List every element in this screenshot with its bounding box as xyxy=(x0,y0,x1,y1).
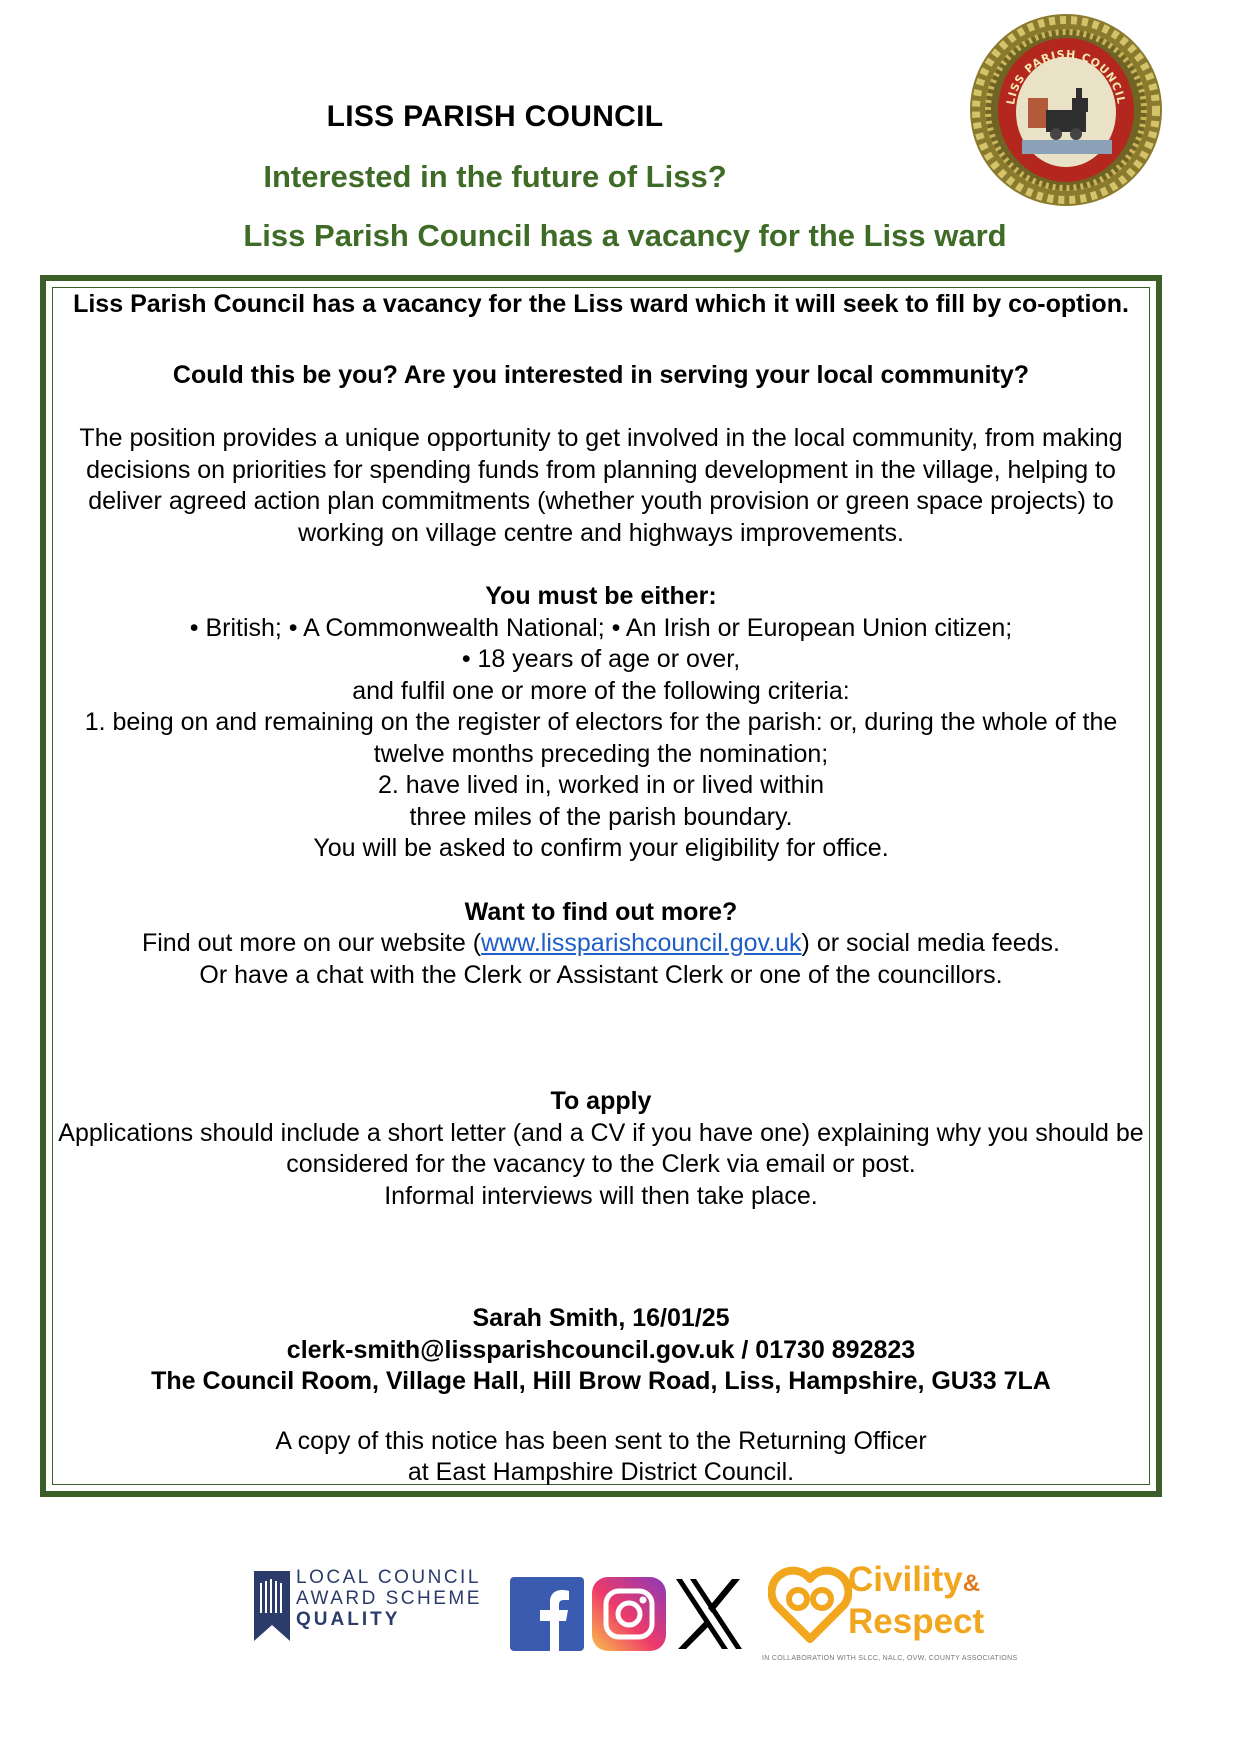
eligibility-line: and fulfil one or more of the following criteria: xyxy=(352,676,850,705)
instagram-icon[interactable] xyxy=(592,1577,666,1651)
copy-notice-line: at East Hampshire District Council. xyxy=(407,1458,795,1486)
find-out-more-heading: Want to find out more? xyxy=(464,897,738,926)
civility-word: Civility xyxy=(848,1560,963,1599)
facebook-icon[interactable] xyxy=(510,1577,584,1651)
notice-box xyxy=(40,275,1162,1497)
apply-text: Applications should include a short letter (and a CV if you have one) explaining why you should be considered for the vacancy to the Clerk via email or post. xyxy=(58,1118,1144,1178)
eligibility-line: 1. being on and remaining on the register of electors for the parish: or, during the whole of the twelve months preceding the nomination; xyxy=(84,708,1118,768)
eligibility-line: 2. have lived in, worked in or lived within xyxy=(377,771,825,799)
signoff-name-date: Sarah Smith, 16/01/25 xyxy=(472,1304,730,1332)
eligibility-line: • British; • A Commonwealth National; • An Irish or European Union citizen; xyxy=(189,613,1013,642)
heart-logo-icon xyxy=(768,1565,852,1643)
page-title: LISS PARISH COUNCIL xyxy=(326,100,664,133)
signoff-contact: clerk-smith@lissparishcouncil.gov.uk / 01730 892823 xyxy=(286,1335,916,1364)
lcas-line: AWARD SCHEME xyxy=(296,1588,482,1609)
intro-text: Liss Parish Council has a vacancy for the Liss ward which it will seek to fill by co-option. xyxy=(73,290,1129,318)
website-line xyxy=(56,928,1146,960)
website-text-after: ) or social media feeds. xyxy=(801,929,1060,957)
website-link[interactable]: www.lissparishcouncil.gov.uk xyxy=(481,929,802,957)
notice-content xyxy=(56,289,1146,1489)
subtitle: Interested in the future of Liss? xyxy=(263,159,727,194)
position-text: The position provides a unique opportunity to get involved in the local community, from making decisions on priorities for spending funds from planning development in the village, helping to deliver agreed action plan commitments (whether youth provision or green space projects) to working on village centre and highways improvements. xyxy=(79,424,1123,547)
crest-text: LISS PARISH COUNCIL xyxy=(1004,47,1128,106)
footer-logos xyxy=(0,1555,1240,1675)
website-text-before: Find out more on our website ( xyxy=(141,929,482,957)
parish-crest xyxy=(966,10,1166,210)
apply-heading: To apply xyxy=(550,1087,652,1115)
interviews-text: Informal interviews will then take place. xyxy=(384,1181,818,1210)
eligibility-heading: You must be either: xyxy=(485,582,717,610)
chat-text: Or have a chat with the Clerk or Assistant Clerk or one of the councillors. xyxy=(199,960,1003,989)
vacancy-heading: Liss Parish Council has a vacancy for the Liss ward xyxy=(243,218,1007,253)
question-text: Could this be you? Are you interested in serving your local community? xyxy=(172,360,1030,389)
civility-collaboration-text: IN COLLABORATION WITH SLCC, NALC, OVW, COUNTY ASSOCIATIONS xyxy=(762,1655,1018,1662)
respect-word: Respect xyxy=(848,1602,985,1641)
x-icon[interactable] xyxy=(672,1577,746,1651)
copy-notice-line: A copy of this notice has been sent to the Returning Officer xyxy=(275,1426,927,1455)
lcas-logo-icon xyxy=(252,1569,292,1643)
eligibility-line: three miles of the parish boundary. xyxy=(409,802,793,831)
lcas-line: QUALITY xyxy=(296,1609,401,1630)
civility-ampersand: & xyxy=(962,1570,981,1597)
eligibility-line: • 18 years of age or over, xyxy=(461,645,741,673)
lcas-text xyxy=(296,1567,482,1630)
signoff-address: The Council Room, Village Hall, Hill Brow Road, Liss, Hampshire, GU33 7LA xyxy=(151,1367,1051,1395)
civility-respect-text xyxy=(848,1561,984,1641)
lcas-line: LOCAL COUNCIL xyxy=(296,1567,481,1588)
eligibility-line: You will be asked to confirm your eligibility for office. xyxy=(313,834,889,862)
